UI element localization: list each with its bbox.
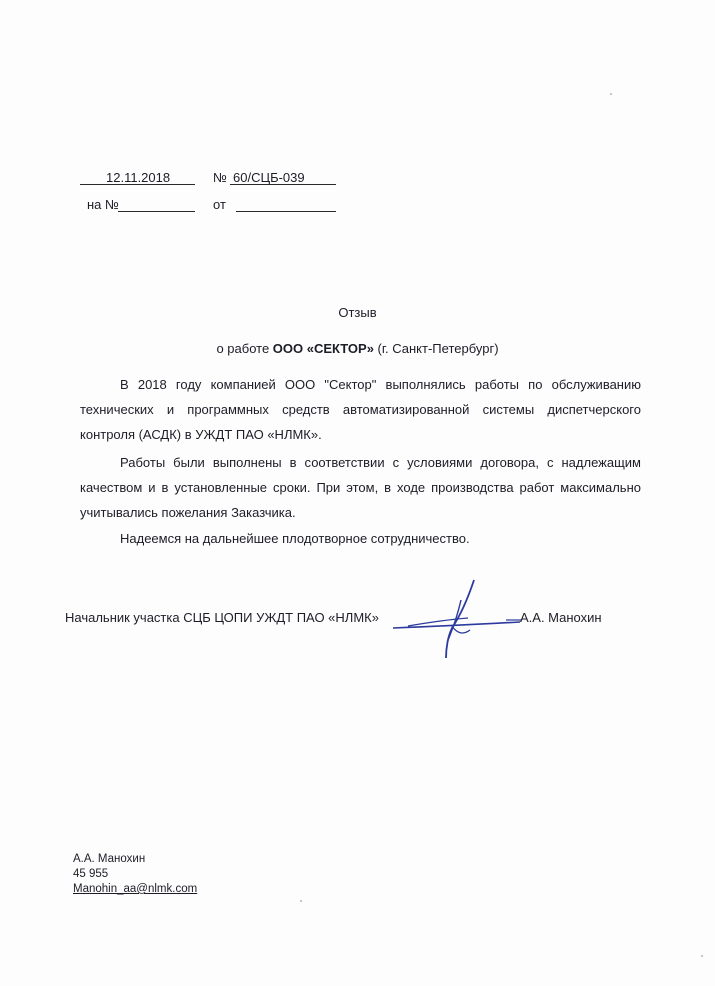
signatory-position: Начальник участка СЦБ ЦОПИ УЖДТ ПАО «НЛМК» <box>65 610 379 625</box>
subtitle-company: ООО «СЕКТОР» <box>272 341 374 356</box>
document-subtitle <box>0 340 715 358</box>
handwritten-signature <box>388 578 538 663</box>
reply-to-underline <box>118 211 195 212</box>
scan-speck <box>701 955 703 957</box>
letter-number: 60/СЦБ-039 <box>233 170 305 185</box>
scan-speck <box>300 900 302 902</box>
from-underline <box>236 211 336 212</box>
subtitle-suffix: (г. Санкт-Петербург) <box>373 341 499 356</box>
document-heading: Отзыв <box>338 305 377 320</box>
subtitle-prefix: о работе <box>216 341 273 356</box>
body-paragraph-1-text: В 2018 году компанией ООО "Сектор" выполнялись работы по обслуживанию технических и программных средств автоматизированной системы диспетчерского контроля (АСДК) в УЖДТ ПАО «НЛМК». <box>80 377 641 442</box>
contact-name: А.А. Манохин <box>73 853 146 865</box>
number-prefix: № <box>213 170 227 185</box>
letter-date: 12.11.2018 <box>106 170 171 185</box>
body-paragraph-3-text: Надеемся на дальнейшее плодотворное сотрудничество. <box>120 531 470 546</box>
body-paragraph-2 <box>80 450 641 525</box>
scan-speck <box>610 93 612 95</box>
number-underline <box>230 184 336 185</box>
reply-to-label: на № <box>87 197 119 212</box>
body-paragraph-2-text: Работы были выполнены в соответствии с условиями договора, с надлежащим качеством и в установленные сроки. При этом, в ходе производства работ максимально учитывались пожелания Заказчика. <box>80 455 641 520</box>
body-paragraph-3 <box>80 526 641 551</box>
contact-phone: 45 955 <box>73 868 109 880</box>
date-underline <box>80 184 195 185</box>
signatory-name: А.А. Манохин <box>520 610 602 625</box>
body-paragraph-1 <box>80 372 641 447</box>
contact-email: Manohin_aa@nlmk.com <box>73 883 198 895</box>
from-label: от <box>213 197 226 212</box>
